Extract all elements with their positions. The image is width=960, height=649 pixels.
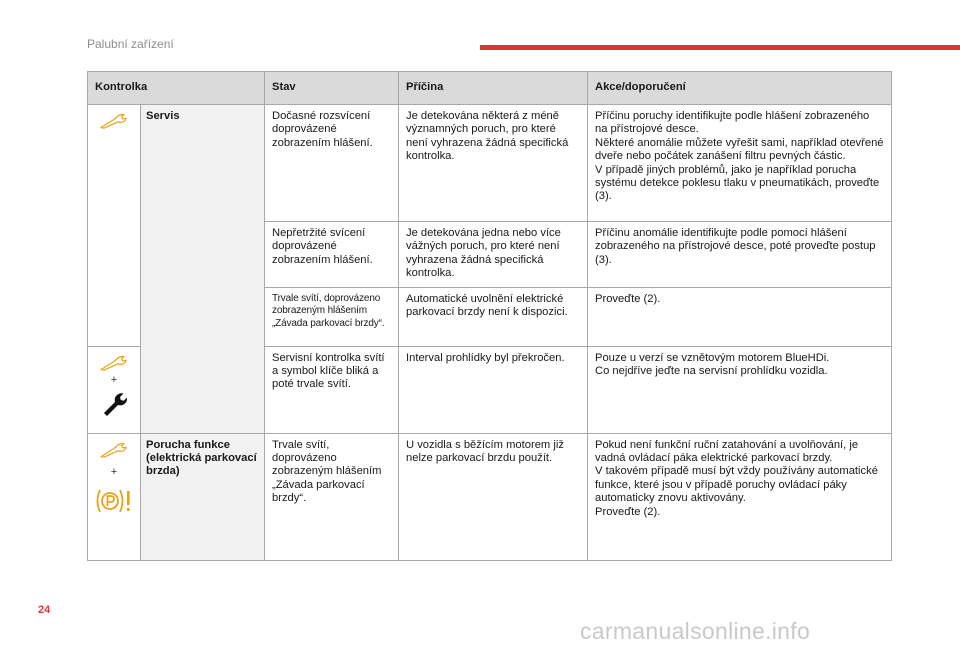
table-row [88,433,892,560]
pricina-text: Je detekována jedna nebo více vážných poruch, pro které není vyhrazena žádná specifická kontrolka. [406,227,561,280]
fault-name: Porucha funkce (elektrická parkovací brzda) [146,438,257,478]
wrench-outline-icon [99,442,129,458]
table-header-row [88,72,892,105]
wrench-outline-icon [99,355,129,371]
header-accent-bar [480,45,960,50]
column-header-pricina: Příčina [399,72,588,105]
section-title: Palubní zařízení [87,37,174,51]
stav-cell [265,346,399,433]
akce-text: Pokud není funkční ruční zatahování a uvolňování, je vadná ovládací páka elektrické parkovací brzdy. V takovém případě musí být vždy používány automatické funkce, které jsou v případě poruchy ovládací páky automaticky znovu aktivovány. Proveďte (2). [595,438,878,518]
page-number: 24 [38,604,51,616]
fault-name-cell [141,433,265,560]
icon-cell [88,105,141,347]
pricina-cell [399,346,588,433]
pricina-text: Je detekována některá z méně významných poruch, pro které není vyhrazena žádná specifická kontrolka. [406,110,569,163]
akce-text: Pouze u verzí se vznětovým motorem BlueHDi. Co nejdříve jeďte na servisní prohlídku vozidla. [595,351,830,378]
pricina-cell [399,433,588,560]
pricina-cell [399,222,588,288]
akce-cell [588,433,892,560]
icon-cell [88,346,141,433]
plus-sign: + [110,465,118,478]
warning-lights-table [87,71,892,561]
icon-cell [88,433,141,560]
stav-cell [265,222,399,288]
stav-text: Servisní kontrolka svítí a symbol klíče bliká a poté trvale svítí. [272,351,385,391]
stav-cell [265,287,399,346]
column-header-akce: Akce/doporučení [588,72,892,105]
table-row [88,105,892,222]
plus-sign: + [110,373,118,386]
stav-text: Trvale svítí, doprovázeno zobrazeným hlášením „Závada parkovací brzdy“. [272,292,385,329]
parking-brake-warning-icon [94,487,134,515]
service-name-cell [141,105,265,434]
pricina-text: Automatické uvolnění elektrické parkovací brzdy není k dispozici. [406,292,568,319]
column-header-kontrolka: Kontrolka [88,72,265,105]
stav-text: Dočasné rozsvícení doprovázené zobrazením hlášení. [272,110,373,149]
stav-text: Nepřetržité svícení doprovázené zobrazením hlášení. [272,227,373,266]
wrench-outline-icon [99,113,129,129]
akce-text: Proveďte (2). [595,292,661,305]
pricina-text: U vozidla s běžícím motorem již nelze parkovací brzdu použít. [406,438,564,465]
stav-cell [265,105,399,222]
watermark: carmanualsonline.info [580,618,811,644]
pricina-cell [399,105,588,222]
pricina-cell [399,287,588,346]
akce-cell [588,346,892,433]
stav-cell [265,433,399,560]
column-header-stav: Stav [265,72,399,105]
akce-text: Příčinu anomálie identifikujte podle pomocí hlášení zobrazeného na přístrojové desce, poté proveďte postup (3). [595,227,876,266]
wrench-solid-icon [101,390,127,416]
akce-cell [588,222,892,288]
stav-text: Trvale svítí, doprovázeno zobrazeným hlášením „Závada parkovací brzdy“. [272,438,382,505]
akce-cell [588,287,892,346]
service-name: Servis [146,110,180,122]
akce-cell [588,105,892,222]
pricina-text: Interval prohlídky byl překročen. [406,351,565,364]
akce-text: Příčinu poruchy identifikujte podle hlášení zobrazeného na přístrojové desce. Některé anomálie můžete vyřešit sami, například otevřené dveře nebo počátek zanášení filtru pevných částic. V případě jiných problémů, jako je například porucha systému detekce poklesu tlaku v pneumatikách, proveďte (3). [595,110,884,203]
